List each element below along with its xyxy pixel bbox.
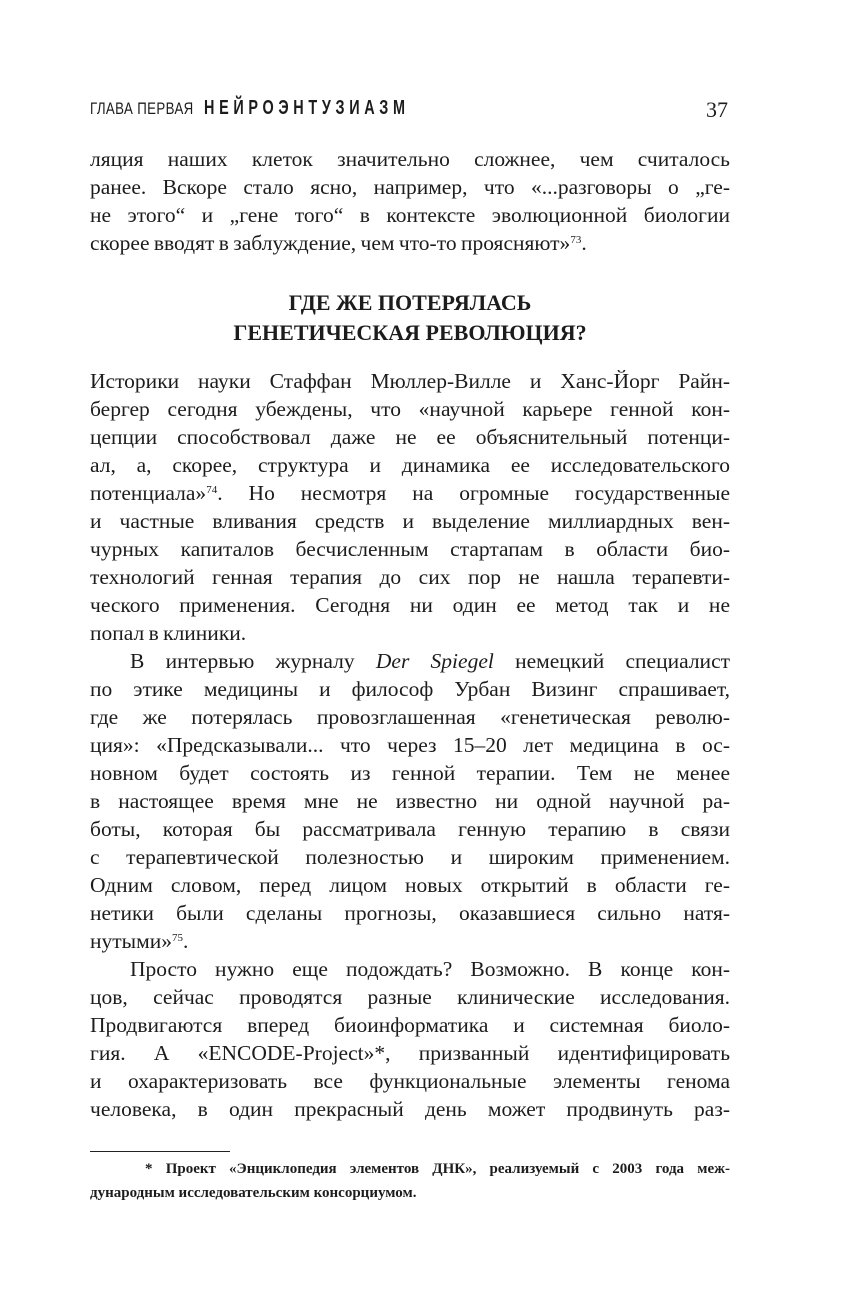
magazine-title: Der Spiegel xyxy=(375,649,494,673)
footnote-divider xyxy=(90,1151,230,1152)
heading-line: ГДЕ ЖЕ ПОТЕРЯЛАСЬ xyxy=(288,290,532,315)
running-head xyxy=(90,97,730,125)
text-line: и частные вливания средств и выделение миллиардных вен- xyxy=(90,509,730,533)
text-line: Одним словом, перед лицом новых открытий в области ге- xyxy=(90,873,730,897)
text-line: ал, а, скорее, структура и динамика ее исследовательского xyxy=(90,453,730,477)
text-line: бергер сегодня убеждены, что «научной карьере генной кон- xyxy=(90,397,730,421)
text-line: ция»: «Предсказывали... что через 15–20 лет медицина в ос- xyxy=(90,733,730,757)
page-number: 37 xyxy=(706,97,728,122)
text-line: цов, сейчас проводятся разные клинические исследования. xyxy=(90,985,730,1009)
paragraph-2 xyxy=(90,647,730,955)
paragraph-1 xyxy=(90,367,730,647)
chapter-title: НЕЙРОЭНТУЗИАЗМ xyxy=(204,97,410,119)
text-line: потенциала»$^{74}$. Но несмотря на огромные государственные xyxy=(90,481,730,505)
text-line: нутыми»$^{75}$. xyxy=(90,929,189,953)
text-line: с терапевтической полезностью и широким применением. xyxy=(90,845,730,869)
text-line: ранее. Вскоре стало ясно, например, что «...разговоры о „ге- xyxy=(90,175,730,199)
text-line: гия. А «ENCODE-Project»*, призванный идентифицировать xyxy=(90,1041,730,1065)
footnote-ref: 75 xyxy=(171,932,183,944)
text-line: не этого“ и „гене того“ в контексте эволюционной биологии xyxy=(90,203,730,227)
text-line: Историки науки Стаффан Мюллер-Вилле и Ханс-Йорг Райн- xyxy=(90,369,730,393)
text-line: в настоящее время мне не известно ни одной научной ра- xyxy=(90,789,730,813)
heading-line: ГЕНЕТИЧЕСКАЯ РЕВОЛЮЦИЯ? xyxy=(233,320,587,345)
text-line: человека, в один прекрасный день может продвинуть раз- xyxy=(90,1097,730,1121)
text-line: чурных капиталов бесчисленным стартапам в области био- xyxy=(90,537,730,561)
text-line: Продвигаются вперед биоинформатика и системная биоло- xyxy=(90,1013,730,1037)
text-line: и охарактеризовать все функциональные элементы генома xyxy=(90,1069,730,1093)
text-line: ляция наших клеток значительно сложнее, чем считалось xyxy=(90,147,730,171)
paragraph-3 xyxy=(90,955,730,1123)
footnote-ref: 74 xyxy=(206,484,218,496)
footnote-ref: 73 xyxy=(570,234,582,246)
section-heading xyxy=(90,288,730,348)
footnote xyxy=(90,1157,730,1205)
text-line: цепции способствовал даже не ее объяснительный потенци- xyxy=(90,425,730,449)
text-line: ческого применения. Сегодня ни один ее метод так и не xyxy=(90,593,730,617)
footnote-line: * Проект «Энциклопедия элементов ДНК», реализуемый с 2003 года меж- xyxy=(145,1161,730,1177)
text-line: новном будет состоять из генной терапии. Тем не менее xyxy=(90,761,730,785)
chapter-label: ГЛАВА ПЕРВАЯ xyxy=(90,99,194,118)
text-line: попал в клиники. xyxy=(90,621,247,645)
text-line: по этике медицины и философ Урбан Визинг спрашивает, xyxy=(90,677,730,701)
intro-paragraph xyxy=(90,145,730,257)
text-line: скорее вводят в заблуждение, чем что-то проясняют»$^{73}$. xyxy=(90,231,587,255)
text-line: В интервью журналу Der Spiegel немецкий специалист xyxy=(130,649,731,673)
text-line: Просто нужно еще подождать? Возможно. В конце кон- xyxy=(130,957,730,981)
text-line: технологий генная терапия до сих пор не нашла терапевти- xyxy=(90,565,730,589)
text-line: боты, которая бы рассматривала генную терапию в связи xyxy=(90,817,730,841)
text-line: где же потерялась провозглашенная «генетическая револю- xyxy=(90,705,730,729)
text-line: нетики были сделаны прогнозы, оказавшиеся сильно натя- xyxy=(90,901,730,925)
footnote-line: дународным исследовательским консорциумом. xyxy=(90,1185,417,1201)
